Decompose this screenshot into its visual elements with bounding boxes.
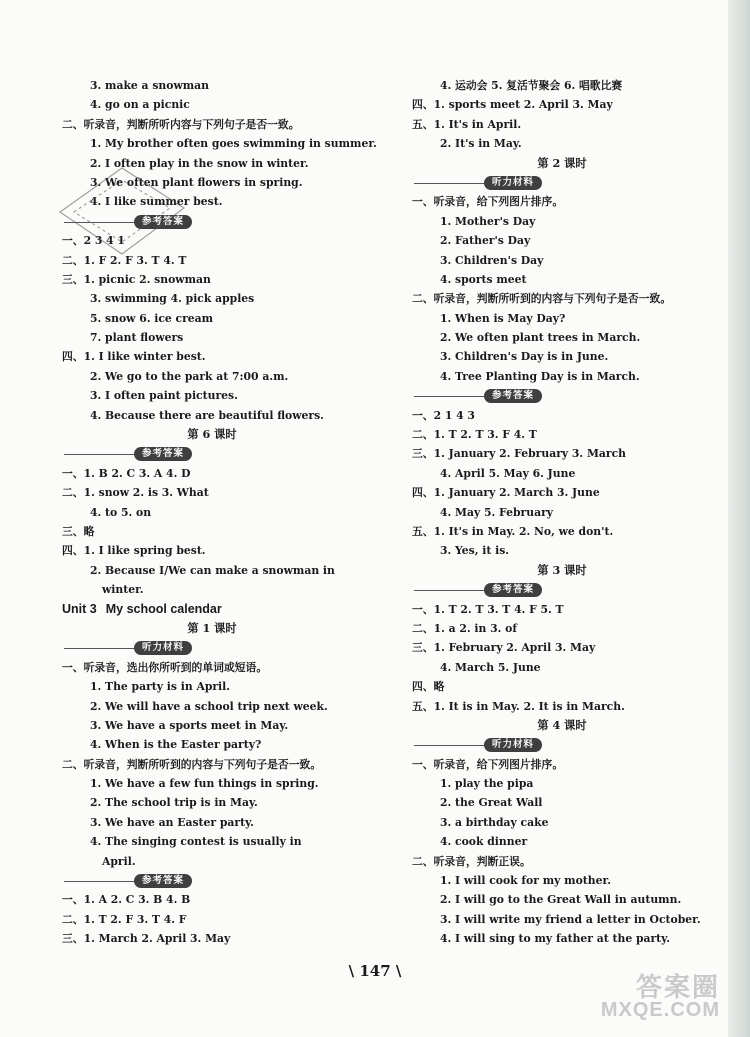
answer-line: 1. Mother's Day — [440, 214, 536, 228]
answer-line: 4. When is the Easter party? — [90, 738, 262, 752]
question-line: 三、1. January 2. February 3. March — [412, 447, 627, 461]
answer-line: 4. go on a picnic — [90, 98, 190, 112]
answer-line: 2. We will have a school trip next week. — [90, 699, 328, 713]
lesson-heading: 第 3 课时 — [537, 562, 587, 577]
answer-line: 2. We go to the park at 7:00 a.m. — [90, 369, 289, 383]
section-divider — [412, 386, 712, 405]
question-line: 一、听录音，给下列图片排序。 — [412, 195, 564, 209]
unit-number: Unit 3 — [62, 601, 97, 616]
question-line: 三、略 — [62, 524, 95, 538]
answer-line: 3. make a snowman — [90, 79, 210, 92]
answer-line: 4. Tree Planting Day is in March. — [440, 369, 640, 383]
section-divider — [62, 871, 362, 890]
question-line: 二、1. a 2. in 3. of — [412, 621, 517, 635]
question-line: 三、1. picnic 2. snowman — [62, 272, 211, 286]
answer-line: 2. the Great Wall — [440, 796, 543, 810]
question-line: 一、听录音，选出你所听到的单词或短语。 — [62, 660, 268, 674]
answer-line: 2. I often play in the snow in winter. — [90, 156, 309, 170]
section-divider — [62, 444, 362, 463]
answer-line: 3. We have a sports meet in May. — [90, 718, 289, 732]
question-line: 一、听录音，给下列图片排序。 — [412, 757, 564, 771]
answer-line: 1. The party is in April. — [90, 680, 231, 694]
question-line: 一、1. A 2. C 3. B 4. B — [62, 893, 191, 907]
answer-line: 4. The singing contest is usually in — [90, 835, 302, 849]
answer-line: 3. Children's Day — [440, 253, 544, 267]
watermark-url: MXQE.COM — [600, 999, 720, 1021]
section-divider — [412, 580, 712, 599]
answer-line: winter. — [102, 583, 144, 597]
section-tag: 参考答案 — [484, 389, 542, 403]
section-divider — [62, 638, 362, 657]
page-edge — [728, 0, 750, 1037]
lesson-heading: 第 6 课时 — [187, 427, 237, 442]
answer-line: 3. I often paint pictures. — [90, 389, 238, 403]
answer-line: 4. to 5. on — [90, 505, 152, 519]
answer-line: 4. I will sing to my father at the party. — [440, 932, 670, 946]
answer-line: 4. April 5. May 6. June — [440, 466, 576, 480]
answer-line: 3. We often plant flowers in spring. — [90, 175, 303, 189]
question-line: 四、1. sports meet 2. April 3. May — [412, 98, 613, 112]
section-divider — [412, 173, 712, 192]
answer-line: 2. Because I/We can make a snowman in — [90, 563, 335, 577]
answer-line: 3. I will write my friend a letter in October. — [440, 912, 701, 926]
section-tag: 听力材料 — [484, 738, 542, 752]
answer-line: 3. a birthday cake — [440, 815, 549, 829]
question-line: 四、1. I like spring best. — [62, 544, 206, 558]
question-line: 四、略 — [412, 680, 445, 694]
page-number: \ 147 \ — [348, 962, 402, 980]
watermark-text: 答案圈 — [635, 972, 720, 1002]
question-line: 二、听录音，判断所听到的内容与下列句子是否一致。 — [62, 757, 322, 771]
answer-line: 4. Because there are beautiful flowers. — [90, 408, 324, 422]
question-line: 四、1. I like winter best. — [62, 350, 206, 364]
divider-rule — [64, 881, 134, 882]
divider-rule — [414, 590, 484, 591]
answer-line: 4. 运动会 5. 复活节聚会 6. 唱歌比赛 — [440, 79, 623, 92]
question-line: 一、2 3 4 1 — [62, 234, 125, 248]
answer-line: 4. sports meet — [440, 272, 527, 286]
question-line: 五、1. It is in May. 2. It is in March. — [412, 699, 625, 713]
question-line: 一、2 1 4 3 — [412, 408, 475, 422]
answer-line: 3. We have an Easter party. — [90, 815, 254, 829]
section-tag: 参考答案 — [134, 215, 192, 229]
section-tag: 参考答案 — [134, 447, 192, 461]
answer-line: 1. My brother often goes swimming in summer. — [90, 137, 377, 151]
answer-line: 3. Yes, it is. — [440, 544, 510, 558]
question-line: 四、1. January 2. March 3. June — [412, 486, 600, 500]
answer-line: 2. I will go to the Great Wall in autumn. — [440, 893, 682, 907]
section-tag: 参考答案 — [484, 583, 542, 597]
answer-line: 1. I will cook for my mother. — [440, 874, 611, 888]
lesson-heading: 第 1 课时 — [187, 620, 237, 635]
section-divider — [412, 735, 712, 754]
answer-line: 1. When is May Day? — [440, 311, 566, 325]
answer-line: 1. play the pipa — [440, 777, 534, 791]
question-line: 二、听录音，判断所听到的内容与下列句子是否一致。 — [412, 292, 672, 306]
question-line: 二、1. snow 2. is 3. What — [62, 486, 209, 500]
question-line: 五、1. It's in May. 2. No, we don't. — [412, 524, 614, 538]
answer-line: 3. swimming 4. pick apples — [90, 292, 255, 306]
answer-line: 7. plant flowers — [90, 331, 184, 345]
section-tag: 参考答案 — [134, 874, 192, 888]
lesson-heading: 第 2 课时 — [537, 155, 587, 170]
answer-line: 3. Children's Day is in June. — [440, 350, 609, 364]
answer-line: 4. March 5. June — [440, 660, 541, 674]
answer-line: 2. Father's Day — [440, 234, 531, 248]
answer-line: 5. snow 6. ice cream — [90, 311, 214, 325]
divider-rule — [414, 745, 484, 746]
section-tag: 听力材料 — [484, 176, 542, 190]
question-line: 二、听录音，判断正误。 — [412, 854, 531, 868]
lesson-heading: 第 4 课时 — [537, 717, 587, 732]
answer-line: 2. It's in May. — [440, 137, 522, 151]
right-column — [412, 76, 712, 949]
answer-line: 4. I like summer best. — [90, 195, 223, 209]
divider-rule — [414, 396, 484, 397]
answer-line: 2. The school trip is in May. — [90, 796, 258, 810]
question-line: 二、听录音，判断所听内容与下列句子是否一致。 — [62, 117, 300, 131]
answer-line: 4. May 5. February — [440, 505, 554, 519]
question-line: 二、1. T 2. F 3. T 4. F — [62, 912, 187, 926]
stamp-watermark — [52, 150, 202, 270]
unit-heading — [62, 600, 362, 619]
divider-rule — [64, 454, 134, 455]
answer-line: 1. We have a few fun things in spring. — [90, 777, 319, 791]
answer-line: 4. cook dinner — [440, 835, 528, 849]
divider-rule — [414, 183, 484, 184]
question-line: 五、1. It's in April. — [412, 117, 522, 131]
answer-line: 2. We often plant trees in March. — [440, 331, 641, 345]
question-line: 三、1. February 2. April 3. May — [412, 641, 596, 655]
section-tag: 听力材料 — [134, 641, 192, 655]
question-line: 一、1. T 2. T 3. T 4. F 5. T — [412, 602, 564, 616]
answer-line: April. — [102, 854, 136, 868]
question-line: 二、1. F 2. F 3. T 4. T — [62, 253, 187, 267]
site-watermark — [566, 965, 726, 1027]
question-line: 二、1. T 2. T 3. F 4. T — [412, 428, 537, 442]
question-line: 一、1. B 2. C 3. A 4. D — [62, 466, 191, 480]
question-line: 三、1. March 2. April 3. May — [62, 932, 231, 946]
unit-title: My school calendar — [105, 601, 222, 616]
divider-rule — [64, 648, 134, 649]
